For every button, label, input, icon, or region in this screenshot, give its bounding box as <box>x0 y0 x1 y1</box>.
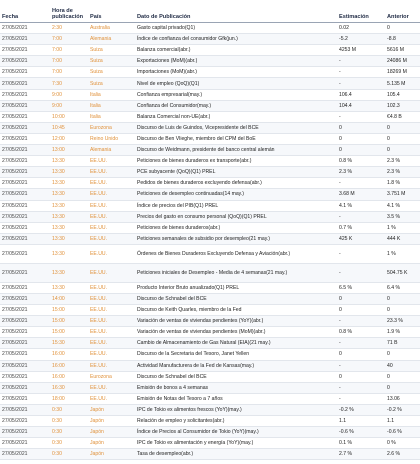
estimate-cell: - <box>337 78 385 89</box>
time-cell: 7:00 <box>50 34 88 45</box>
date-cell: 27/05/2021 <box>0 89 50 100</box>
estimate-cell: - <box>337 67 385 78</box>
previous-cell: 1.9 % <box>385 327 420 338</box>
table-row <box>0 122 420 133</box>
date-cell: 27/05/2021 <box>0 133 50 144</box>
date-cell: 27/05/2021 <box>0 78 50 89</box>
event-cell: Relación de empleo y solicitantes(abr.) <box>135 416 337 427</box>
date-cell: 27/05/2021 <box>0 45 50 56</box>
previous-cell: 6.4 % <box>385 282 420 293</box>
event-cell: Discurso de Schnabel del BCE <box>135 293 337 304</box>
date-cell: 27/05/2021 <box>0 111 50 122</box>
date-cell: 27/05/2021 <box>0 211 50 222</box>
country-cell: Japón <box>88 404 135 415</box>
country-cell: EE.UU. <box>88 156 135 167</box>
time-cell: 7:00 <box>50 45 88 56</box>
estimate-cell: 4253 M <box>337 45 385 56</box>
estimate-cell: 0 <box>337 293 385 304</box>
event-cell: Balanza comercial(abr.) <box>135 45 337 56</box>
date-cell: 27/05/2021 <box>0 371 50 382</box>
previous-cell: 40 <box>385 360 420 371</box>
estimate-cell: -5.2 <box>337 34 385 45</box>
table-row <box>0 78 420 89</box>
time-cell: 0:30 <box>50 449 88 460</box>
event-cell: Variación de ventas de viviendas pendientes (YoY)(abr.) <box>135 316 337 327</box>
table-row <box>0 327 420 338</box>
time-cell: 16:00 <box>50 371 88 382</box>
event-cell: Nivel de empleo (QoQ)(Q1) <box>135 78 337 89</box>
previous-cell: 13.06 <box>385 393 420 404</box>
table-row <box>0 393 420 404</box>
country-cell: EE.UU. <box>88 349 135 360</box>
previous-cell: 0 <box>385 371 420 382</box>
previous-cell: 0 <box>385 145 420 156</box>
country-cell: Alemania <box>88 145 135 156</box>
header-dato: Dato de Publicación <box>135 0 337 23</box>
previous-cell: 5616 M <box>385 45 420 56</box>
time-cell: 0:30 <box>50 438 88 449</box>
table-row <box>0 89 420 100</box>
country-cell: EE.UU. <box>88 189 135 200</box>
estimate-cell: 2.7 % <box>337 449 385 460</box>
country-cell: EE.UU. <box>88 244 135 263</box>
time-cell: 9:00 <box>50 89 88 100</box>
event-cell: Discurso de Keith Quarles, miembro de la Fed <box>135 305 337 316</box>
table-row <box>0 371 420 382</box>
time-cell: 14:00 <box>50 293 88 304</box>
time-cell: 13:30 <box>50 222 88 233</box>
event-cell: Órdenes de Bienes Duraderos Excluyendo Defensa y Aviación(abr.) <box>135 244 337 263</box>
previous-cell: 0 % <box>385 438 420 449</box>
event-cell: IPC de Tokio ex alimentos frescos (YoY)(may.) <box>135 404 337 415</box>
event-cell: Confianza del Consumidor(may.) <box>135 100 337 111</box>
country-cell: EE.UU. <box>88 167 135 178</box>
country-cell: EE.UU. <box>88 178 135 189</box>
event-cell: Peticiones de bienes duraderos(abr.) <box>135 222 337 233</box>
header-fecha: Fecha <box>0 0 50 23</box>
time-cell: 15:00 <box>50 305 88 316</box>
time-cell: 13:30 <box>50 211 88 222</box>
date-cell: 27/05/2021 <box>0 327 50 338</box>
time-cell: 15:00 <box>50 316 88 327</box>
event-cell: Producto Interior Bruto anualizado(Q1) PREL <box>135 282 337 293</box>
estimate-cell: 104.4 <box>337 100 385 111</box>
event-cell: Importaciones (MoM)(abr.) <box>135 67 337 78</box>
estimate-cell: - <box>337 111 385 122</box>
event-cell: IPC de Tokio ex alimentación y energía (YoY)(may.) <box>135 438 337 449</box>
country-cell: Suiza <box>88 78 135 89</box>
previous-cell: 24086 M <box>385 56 420 67</box>
event-cell: Discurso de Schnabel del BCE <box>135 371 337 382</box>
table-row <box>0 67 420 78</box>
table-row <box>0 200 420 211</box>
estimate-cell: -0.2 % <box>337 404 385 415</box>
table-row <box>0 34 420 45</box>
time-cell: 13:30 <box>50 189 88 200</box>
header-pais: País <box>88 0 135 23</box>
previous-cell: 23.3 % <box>385 316 420 327</box>
country-cell: EE.UU. <box>88 382 135 393</box>
previous-cell: 0 <box>385 305 420 316</box>
estimate-cell: -0.6 % <box>337 427 385 438</box>
time-cell: 13:30 <box>50 178 88 189</box>
previous-cell: 3.5 % <box>385 211 420 222</box>
estimate-cell: 2.3 % <box>337 167 385 178</box>
date-cell: 27/05/2021 <box>0 67 50 78</box>
country-cell: Japón <box>88 438 135 449</box>
country-cell: EE.UU. <box>88 360 135 371</box>
time-cell: 13:30 <box>50 233 88 244</box>
estimate-cell: 0.1 % <box>337 438 385 449</box>
table-row <box>0 133 420 144</box>
table-row <box>0 156 420 167</box>
date-cell: 27/05/2021 <box>0 156 50 167</box>
event-cell: Índice de precios del PIB(Q1) PREL <box>135 200 337 211</box>
time-cell: 0:30 <box>50 427 88 438</box>
table-row <box>0 56 420 67</box>
event-cell: Emisión de Notas del Tesoro a 7 años <box>135 393 337 404</box>
country-cell: EE.UU. <box>88 263 135 282</box>
event-cell: Emisión de bonos a 4 semanas <box>135 382 337 393</box>
table-body <box>0 23 420 460</box>
event-cell: Tasa de desempleo(abr.) <box>135 449 337 460</box>
event-cell: Discurso de Weidmann, presidente del banco central alemán <box>135 145 337 156</box>
table-row <box>0 293 420 304</box>
estimate-cell: 0 <box>337 145 385 156</box>
estimate-cell: 0 <box>337 133 385 144</box>
previous-cell: 1.1 <box>385 416 420 427</box>
time-cell: 13:30 <box>50 156 88 167</box>
previous-cell: -0.2 % <box>385 404 420 415</box>
date-cell: 27/05/2021 <box>0 305 50 316</box>
event-cell: Confianza empresarial(may.) <box>135 89 337 100</box>
estimate-cell: - <box>337 360 385 371</box>
event-cell: PCE subyacente (QoQ)(Q1) PREL <box>135 167 337 178</box>
table-row <box>0 222 420 233</box>
event-cell: Discurso de Ben Vlieghe, miembro del CPM del BoE <box>135 133 337 144</box>
date-cell: 27/05/2021 <box>0 222 50 233</box>
date-cell: 27/05/2021 <box>0 349 50 360</box>
date-cell: 27/05/2021 <box>0 122 50 133</box>
estimate-cell: - <box>337 316 385 327</box>
previous-cell: 18269 M <box>385 67 420 78</box>
country-cell: EE.UU. <box>88 282 135 293</box>
previous-cell: -8.8 <box>385 34 420 45</box>
date-cell: 27/05/2021 <box>0 244 50 263</box>
previous-cell: 0 <box>385 349 420 360</box>
country-cell: Italia <box>88 111 135 122</box>
date-cell: 27/05/2021 <box>0 382 50 393</box>
date-cell: 27/05/2021 <box>0 393 50 404</box>
previous-cell: 2.3 % <box>385 156 420 167</box>
country-cell: Eurozona <box>88 371 135 382</box>
table-header <box>0 0 420 23</box>
country-cell: EE.UU. <box>88 316 135 327</box>
estimate-cell: 0 <box>337 349 385 360</box>
table-row <box>0 100 420 111</box>
table-row <box>0 167 420 178</box>
table-row <box>0 211 420 222</box>
event-cell: Peticiones iniciales de Desempleo - Media de 4 semanas(21 may.) <box>135 263 337 282</box>
time-cell: 13:30 <box>50 167 88 178</box>
time-cell: 7:00 <box>50 56 88 67</box>
date-cell: 27/05/2021 <box>0 189 50 200</box>
event-cell: Pedidos de bienes duraderos excluyendo defensa(abr.) <box>135 178 337 189</box>
table-row <box>0 449 420 460</box>
country-cell: Japón <box>88 449 135 460</box>
previous-cell: 1 % <box>385 222 420 233</box>
date-cell: 27/05/2021 <box>0 23 50 34</box>
table-row <box>0 263 420 282</box>
event-cell: Cambio de Almacenamiento de Gas Natural (EIA)(21 may.) <box>135 338 337 349</box>
time-cell: 0:30 <box>50 416 88 427</box>
event-cell: Actividad Manufacturera de la Fed de Kansas(may.) <box>135 360 337 371</box>
estimate-cell: 6.5 % <box>337 282 385 293</box>
country-cell: EE.UU. <box>88 393 135 404</box>
table-row <box>0 416 420 427</box>
event-cell: Balanza Comercial non-UE(abr.) <box>135 111 337 122</box>
date-cell: 27/05/2021 <box>0 316 50 327</box>
estimate-cell: 0.02 <box>337 23 385 34</box>
event-cell: Gasto capital privado(Q1) <box>135 23 337 34</box>
time-cell: 13:30 <box>50 263 88 282</box>
table-row <box>0 338 420 349</box>
date-cell: 27/05/2021 <box>0 167 50 178</box>
country-cell: Australia <box>88 23 135 34</box>
event-cell: Precios del gasto en consumo personal (QoQ)(Q1) PREL <box>135 211 337 222</box>
date-cell: 27/05/2021 <box>0 233 50 244</box>
estimate-cell: 106.4 <box>337 89 385 100</box>
estimate-cell: - <box>337 56 385 67</box>
previous-cell: 71 B <box>385 338 420 349</box>
country-cell: Italia <box>88 89 135 100</box>
country-cell: EE.UU. <box>88 222 135 233</box>
previous-cell: 105.4 <box>385 89 420 100</box>
previous-cell: 2.6 % <box>385 449 420 460</box>
estimate-cell: 0 <box>337 305 385 316</box>
estimate-cell: 0.8 % <box>337 327 385 338</box>
date-cell: 27/05/2021 <box>0 438 50 449</box>
date-cell: 27/05/2021 <box>0 200 50 211</box>
estimate-cell: 425 K <box>337 233 385 244</box>
estimate-cell: - <box>337 263 385 282</box>
previous-cell: 0 <box>385 122 420 133</box>
estimate-cell: - <box>337 393 385 404</box>
country-cell: Suiza <box>88 45 135 56</box>
table-row <box>0 233 420 244</box>
time-cell: 16:30 <box>50 382 88 393</box>
table-row <box>0 282 420 293</box>
event-cell: Discurso de la Secretaria del Tesoro, Janet Yellen <box>135 349 337 360</box>
date-cell: 27/05/2021 <box>0 404 50 415</box>
time-cell: 12:00 <box>50 133 88 144</box>
event-cell: Discurso de Luis de Guindos, Vicepresidente del BCE <box>135 122 337 133</box>
country-cell: EE.UU. <box>88 293 135 304</box>
time-cell: 9:00 <box>50 100 88 111</box>
country-cell: EE.UU. <box>88 338 135 349</box>
previous-cell: 2.3 % <box>385 167 420 178</box>
event-cell: Exportaciones (MoM)(abr.) <box>135 56 337 67</box>
previous-cell: 0 <box>385 382 420 393</box>
previous-cell: 4.1 % <box>385 200 420 211</box>
country-cell: EE.UU. <box>88 327 135 338</box>
date-cell: 27/05/2021 <box>0 427 50 438</box>
table-row <box>0 427 420 438</box>
previous-cell: 0 <box>385 23 420 34</box>
country-cell: Suiza <box>88 67 135 78</box>
date-cell: 27/05/2021 <box>0 145 50 156</box>
country-cell: Eurozona <box>88 122 135 133</box>
time-cell: 18:00 <box>50 393 88 404</box>
event-cell: Peticiones semanales de subsidio por desempleo(21 may.) <box>135 233 337 244</box>
time-cell: 10:45 <box>50 122 88 133</box>
previous-cell: 102.3 <box>385 100 420 111</box>
estimate-cell: 0 <box>337 371 385 382</box>
estimate-cell: 4.1 % <box>337 200 385 211</box>
table-row <box>0 438 420 449</box>
table-row <box>0 316 420 327</box>
time-cell: 10:00 <box>50 111 88 122</box>
time-cell: 2:30 <box>50 23 88 34</box>
previous-cell: 3.751 M <box>385 189 420 200</box>
previous-cell: €4.8 B <box>385 111 420 122</box>
country-cell: Italia <box>88 100 135 111</box>
previous-cell: 1 % <box>385 244 420 263</box>
date-cell: 27/05/2021 <box>0 360 50 371</box>
date-cell: 27/05/2021 <box>0 449 50 460</box>
estimate-cell: 0.8 % <box>337 156 385 167</box>
event-cell: Índice de Precios al Consumidor de Tokio (YoY)(may.) <box>135 427 337 438</box>
table-row <box>0 349 420 360</box>
time-cell: 13:00 <box>50 145 88 156</box>
table-row <box>0 360 420 371</box>
previous-cell: 504.75 K <box>385 263 420 282</box>
event-cell: Peticiones de desempleo continuadas(14 may.) <box>135 189 337 200</box>
time-cell: 16:00 <box>50 349 88 360</box>
time-cell: 16:00 <box>50 360 88 371</box>
header-estimacion: Estimación <box>337 0 385 23</box>
time-cell: 0:30 <box>50 404 88 415</box>
previous-cell: 444 K <box>385 233 420 244</box>
estimate-cell: - <box>337 211 385 222</box>
country-cell: Japón <box>88 416 135 427</box>
table-row <box>0 189 420 200</box>
estimate-cell: 1.1 <box>337 416 385 427</box>
country-cell: Alemania <box>88 34 135 45</box>
previous-cell: 5.135 M <box>385 78 420 89</box>
time-cell: 13:30 <box>50 200 88 211</box>
previous-cell: 0 <box>385 293 420 304</box>
date-cell: 27/05/2021 <box>0 178 50 189</box>
table-row <box>0 45 420 56</box>
previous-cell: -0.6 % <box>385 427 420 438</box>
table-row <box>0 244 420 263</box>
date-cell: 27/05/2021 <box>0 338 50 349</box>
country-cell: Suiza <box>88 56 135 67</box>
country-cell: Reino Unido <box>88 133 135 144</box>
table-row <box>0 111 420 122</box>
time-cell: 7:00 <box>50 67 88 78</box>
date-cell: 27/05/2021 <box>0 56 50 67</box>
table-row <box>0 382 420 393</box>
estimate-cell: - <box>337 244 385 263</box>
table-row <box>0 23 420 34</box>
country-cell: Japón <box>88 427 135 438</box>
table-row <box>0 404 420 415</box>
table-row <box>0 145 420 156</box>
header-anterior: Anterior <box>385 0 420 23</box>
previous-cell: 1.8 % <box>385 178 420 189</box>
country-cell: EE.UU. <box>88 233 135 244</box>
date-cell: 27/05/2021 <box>0 282 50 293</box>
estimate-cell: - <box>337 178 385 189</box>
estimate-cell: 3.68 M <box>337 189 385 200</box>
time-cell: 7:30 <box>50 78 88 89</box>
country-cell: EE.UU. <box>88 305 135 316</box>
time-cell: 15:30 <box>50 338 88 349</box>
date-cell: 27/05/2021 <box>0 416 50 427</box>
event-cell: Índice de confianza del consumidor Gfk(jun.) <box>135 34 337 45</box>
table-row <box>0 178 420 189</box>
date-cell: 27/05/2021 <box>0 263 50 282</box>
estimate-cell: - <box>337 382 385 393</box>
date-cell: 27/05/2021 <box>0 100 50 111</box>
date-cell: 27/05/2021 <box>0 34 50 45</box>
country-cell: EE.UU. <box>88 200 135 211</box>
estimate-cell: 0.7 % <box>337 222 385 233</box>
estimate-cell: - <box>337 338 385 349</box>
previous-cell: 0 <box>385 133 420 144</box>
estimate-cell: 0 <box>337 122 385 133</box>
date-cell: 27/05/2021 <box>0 293 50 304</box>
country-cell: EE.UU. <box>88 211 135 222</box>
table-row <box>0 305 420 316</box>
time-cell: 13:30 <box>50 282 88 293</box>
event-cell: Peticiones de bienes duraderos ex transporte(abr.) <box>135 156 337 167</box>
event-cell: Variación de ventas de viviendas pendientes (MoM)(abr.) <box>135 327 337 338</box>
header-hora: Hora de publicación <box>50 0 88 23</box>
time-cell: 13:30 <box>50 244 88 263</box>
time-cell: 15:00 <box>50 327 88 338</box>
